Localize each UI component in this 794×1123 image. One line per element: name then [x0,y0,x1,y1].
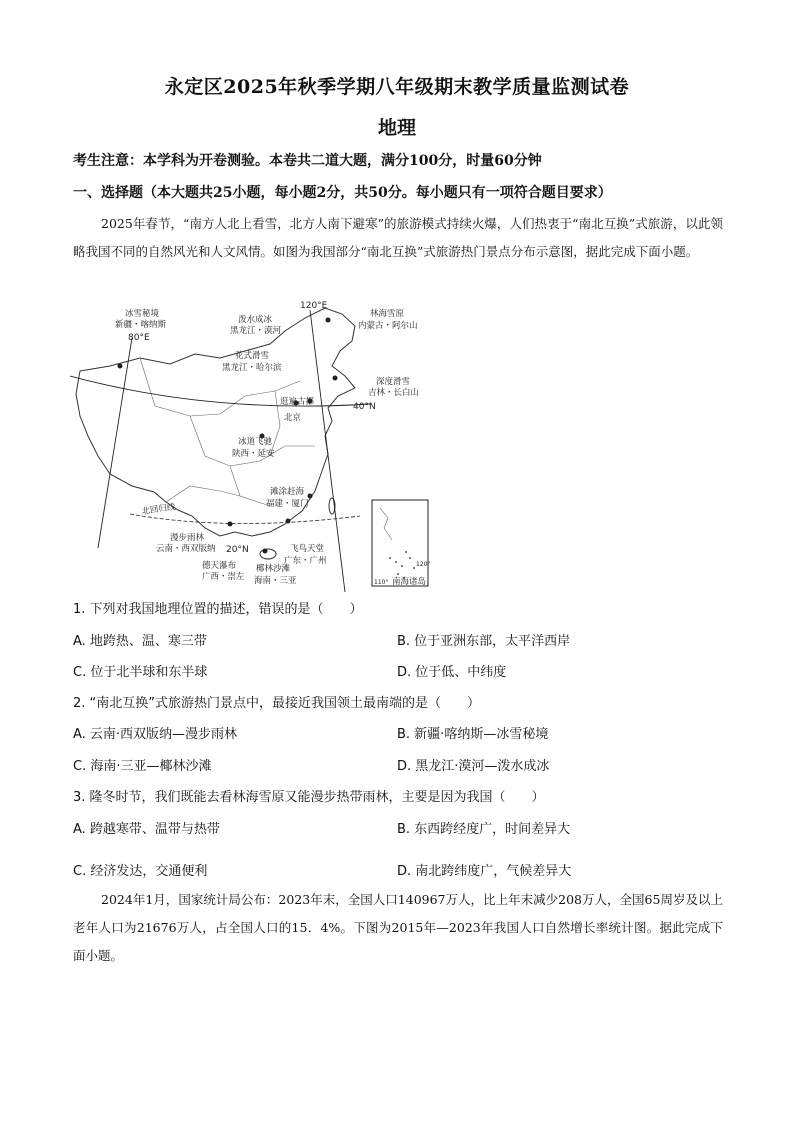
label-shendu: 深度滑雪 [376,377,411,387]
label-mohe: 黑龙江・漠河 [230,326,282,336]
q2-option-b[interactable]: B. 新疆·喀纳斯—冰雪秘境 [397,727,549,742]
label-yelin: 椰林沙滩 [256,564,291,574]
question-2: 2. “南北互换”式旅游热门景点中，最接近我国领土最南端的是（ ） [73,696,481,711]
q3-option-c[interactable]: C. 经济发达，交通便利 [73,864,208,879]
label-lat20: 20°N [226,545,249,555]
label-changbai: 吉林・长白山 [368,388,420,398]
latitude-40n [70,376,370,406]
label-aershan: 内蒙古・阿尔山 [358,321,418,331]
q3-option-d[interactable]: D. 南北跨纬度广，气候差异大 [397,864,572,879]
label-yanan: 陕西・延安 [232,449,275,459]
label-miyou: 逛遍古都 [280,397,315,407]
label-kanasi: 新疆・喀纳斯 [115,320,167,330]
label-bingxue: 冰雪秘境 [125,309,160,319]
label-poshui: 泼水成冰 [238,315,273,325]
label-linhai: 林海雪原 [370,309,405,319]
q1-option-a[interactable]: A. 地跨热、温、寒三带 [73,634,207,649]
label-binggui: 冰道飞驰 [238,437,273,447]
section-heading: 一、选择题（本大题共25小题，每小题2分，共50分。每小题只有一项符合题目要求） [73,185,612,201]
q1-option-d[interactable]: D. 位于低、中纬度 [397,665,507,680]
longitude-80e [98,338,132,548]
label-inset: 南海诸岛 [392,577,427,587]
south-sea-inset [372,500,431,586]
label-tantu: 滩涂赶海 [270,487,305,497]
label-inset-lon: 110° [374,579,389,586]
label-xishuangbanna: 云南・西双版纳 [156,544,216,554]
label-sanya: 海南・三亚 [254,576,297,586]
passage-2: 2024年1月，国家统计局公布：2023年末，全国人口140967万人，比上年末减少208万人，全国65周岁及以上老年人口为21676万人，占全国人口的15．4%。下图为2015年—2023年我国人口自然增长率统计图。据此完成下面小题。 [73,892,723,963]
label-beijing: 北京 [284,413,302,423]
tropic-line [130,514,360,524]
label-detian: 德天瀑布 [202,561,237,571]
q1-option-b[interactable]: B. 位于亚洲东部，太平洋西岸 [397,634,571,649]
subject-title: 地理 [377,117,416,139]
exam-title: 永定区2025年秋季学期八年级期末教学质量监测试卷 [164,76,630,98]
q2-option-d[interactable]: D. 黑龙江·漠河—泼水成冰 [397,759,550,774]
label-lat40: 40°N [353,402,376,412]
label-lon120: 120°E [300,301,328,311]
q1-option-c[interactable]: C. 位于北半球和东半球 [73,665,208,680]
label-tropic: 北回归线 [141,502,177,517]
label-manbu: 漫步雨林 [170,533,205,543]
label-feiniao: 飞鸟天堂 [290,544,325,554]
label-inset-lon2: 120° [416,561,431,568]
q2-option-c[interactable]: C. 海南·三亚—椰林沙滩 [73,759,212,774]
passage-1: 2025年春节，“南方人北上看雪，北方人南下避寒”的旅游模式持续火爆，人们热衷于“南北互换”式旅游，以此领略我国不同的自然风光和人文风情。如图为我国部分“南北互换”式旅游热门景点分布示意图，据此完成下面小题。 [73,216,723,259]
label-xiamen: 福建・厦门 [266,499,309,509]
exam-notice: 考生注意：本学科为开卷测验。本卷共二道大题，满分100分，时量60分钟 [73,153,542,169]
label-lon80: 80°E [128,333,150,343]
label-guangzhou: 广东・广州 [284,556,327,566]
label-haerbin: 黑龙江・哈尔滨 [222,363,282,373]
label-huashi: 花式滑雪 [235,351,270,361]
question-3: 3. 隆冬时节，我们既能去看林海雪原又能漫步热带雨林，主要是因为我国（ ） [73,790,545,805]
tourism-map-figure [70,296,442,592]
q3-option-a[interactable]: A. 跨越寒带、温带与热带 [73,822,220,837]
q2-option-a[interactable]: A. 云南·西双版纳—漫步雨林 [73,727,238,742]
china-outline [76,308,355,536]
question-1: 1. 下列对我国地理位置的描述，错误的是（ ） [73,602,363,617]
label-chongzuo: 广西・崇左 [202,572,245,582]
q3-option-b[interactable]: B. 东西跨经度广，时间差异大 [397,822,571,837]
